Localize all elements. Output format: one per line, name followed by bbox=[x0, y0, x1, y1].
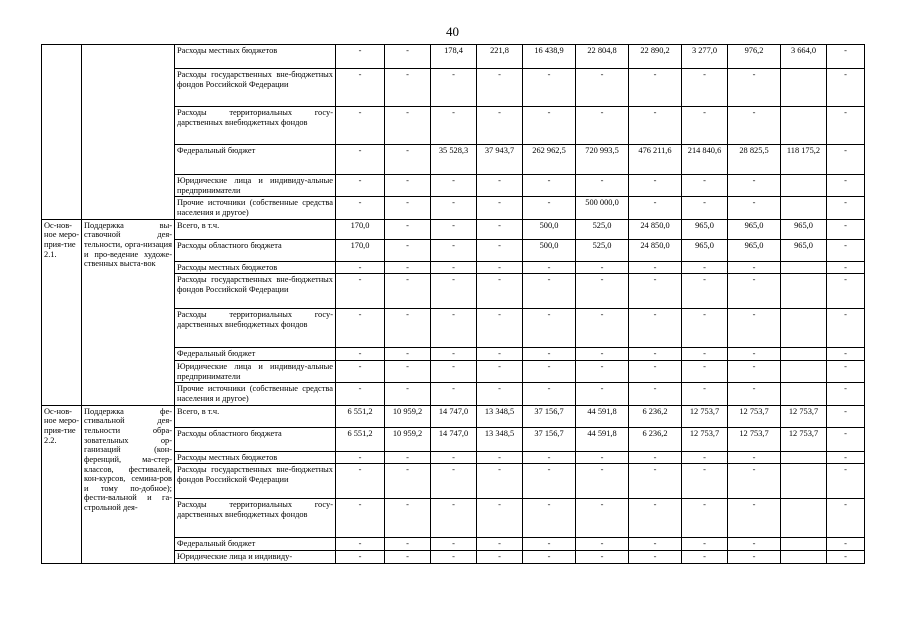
value-cell: 6 236,2 bbox=[629, 405, 682, 427]
value-cell: 178,4 bbox=[431, 45, 477, 69]
value-cell: - bbox=[682, 197, 728, 219]
value-cell: - bbox=[477, 107, 523, 145]
funding-source-cell: Расходы областного бюджета bbox=[175, 239, 336, 261]
table-row bbox=[42, 219, 865, 239]
value-cell: - bbox=[385, 550, 431, 563]
value-cell: - bbox=[827, 45, 865, 69]
value-cell bbox=[781, 107, 827, 145]
value-cell: - bbox=[728, 69, 781, 107]
value-cell: - bbox=[728, 538, 781, 551]
value-cell: 24 850,0 bbox=[629, 239, 682, 261]
value-cell: 3 277,0 bbox=[682, 45, 728, 69]
value-cell: 6 551,2 bbox=[336, 405, 385, 427]
value-cell: - bbox=[385, 383, 431, 405]
value-cell: 37 943,7 bbox=[477, 145, 523, 175]
value-cell: 22 890,2 bbox=[629, 45, 682, 69]
value-cell: 720 993,5 bbox=[576, 145, 629, 175]
value-cell: - bbox=[827, 451, 865, 464]
value-cell: - bbox=[576, 309, 629, 348]
value-cell: 965,0 bbox=[728, 219, 781, 239]
value-cell: - bbox=[477, 360, 523, 382]
value-cell: - bbox=[477, 219, 523, 239]
value-cell: - bbox=[827, 239, 865, 261]
funding-source-cell: Расходы государственных вне-бюджетных фондов Российской Федерации bbox=[175, 464, 336, 499]
value-cell: - bbox=[523, 309, 576, 348]
value-cell bbox=[781, 197, 827, 219]
value-cell: 965,0 bbox=[781, 239, 827, 261]
event-name-cell: Поддержка фе-стивальной дея-тельности обра-зовательных ор-ганизаций (кон-ференций, ма-стер-классов, фестивалей, кон-курсов, семина-ров и тому по-добное); фести-вальной и га-строльной дея- bbox=[82, 405, 175, 563]
value-cell: - bbox=[477, 261, 523, 274]
value-cell: - bbox=[523, 107, 576, 145]
value-cell bbox=[781, 175, 827, 197]
value-cell: 37 156,7 bbox=[523, 427, 576, 451]
value-cell bbox=[781, 348, 827, 361]
value-cell: - bbox=[682, 348, 728, 361]
value-cell: - bbox=[336, 197, 385, 219]
value-cell: 28 825,5 bbox=[728, 145, 781, 175]
value-cell: - bbox=[523, 538, 576, 551]
funding-source-cell: Расходы областного бюджета bbox=[175, 427, 336, 451]
value-cell: 13 348,5 bbox=[477, 427, 523, 451]
value-cell: 37 156,7 bbox=[523, 405, 576, 427]
value-cell: - bbox=[523, 451, 576, 464]
value-cell: - bbox=[523, 550, 576, 563]
value-cell: - bbox=[728, 451, 781, 464]
value-cell bbox=[781, 274, 827, 309]
value-cell: - bbox=[576, 464, 629, 499]
value-cell: - bbox=[336, 274, 385, 309]
event-id-cell bbox=[42, 45, 82, 220]
value-cell: 965,0 bbox=[781, 219, 827, 239]
value-cell: - bbox=[827, 197, 865, 219]
value-cell: 525,0 bbox=[576, 239, 629, 261]
value-cell: - bbox=[576, 107, 629, 145]
value-cell: 10 959,2 bbox=[385, 405, 431, 427]
funding-source-cell: Расходы территориальных госу-дарственных внебюджетных фондов bbox=[175, 107, 336, 145]
value-cell: - bbox=[431, 499, 477, 538]
value-cell: - bbox=[385, 45, 431, 69]
value-cell: - bbox=[336, 261, 385, 274]
value-cell: - bbox=[827, 145, 865, 175]
value-cell: 24 850,0 bbox=[629, 219, 682, 239]
value-cell: - bbox=[385, 261, 431, 274]
value-cell: 6 551,2 bbox=[336, 427, 385, 451]
value-cell: - bbox=[682, 550, 728, 563]
value-cell: - bbox=[431, 69, 477, 107]
value-cell: - bbox=[431, 197, 477, 219]
value-cell: - bbox=[827, 538, 865, 551]
event-name-cell bbox=[82, 45, 175, 220]
table-row bbox=[42, 45, 865, 69]
value-cell: - bbox=[629, 197, 682, 219]
value-cell: - bbox=[827, 107, 865, 145]
funding-source-cell: Расходы местных бюджетов bbox=[175, 45, 336, 69]
value-cell: - bbox=[336, 145, 385, 175]
value-cell: - bbox=[336, 107, 385, 145]
value-cell: - bbox=[576, 274, 629, 309]
value-cell: 10 959,2 bbox=[385, 427, 431, 451]
event-id-cell: Ос-нов-ное меро-прия-тие 2.2. bbox=[42, 405, 82, 563]
value-cell: - bbox=[728, 464, 781, 499]
value-cell: - bbox=[728, 107, 781, 145]
value-cell: - bbox=[728, 274, 781, 309]
value-cell: - bbox=[523, 261, 576, 274]
value-cell: - bbox=[336, 383, 385, 405]
value-cell: - bbox=[827, 405, 865, 427]
value-cell: - bbox=[336, 451, 385, 464]
value-cell: - bbox=[728, 175, 781, 197]
value-cell: - bbox=[827, 219, 865, 239]
funding-source-cell: Всего, в т.ч. bbox=[175, 219, 336, 239]
value-cell: - bbox=[629, 175, 682, 197]
value-cell: - bbox=[431, 239, 477, 261]
value-cell: - bbox=[431, 175, 477, 197]
funding-source-cell: Расходы территориальных госу-дарственных внебюджетных фондов bbox=[175, 499, 336, 538]
value-cell: - bbox=[576, 451, 629, 464]
value-cell bbox=[781, 360, 827, 382]
funding-source-cell: Юридические лица и индивиду- bbox=[175, 550, 336, 563]
value-cell: - bbox=[728, 360, 781, 382]
value-cell: - bbox=[385, 464, 431, 499]
funding-source-cell: Федеральный бюджет bbox=[175, 538, 336, 551]
value-cell: - bbox=[682, 538, 728, 551]
value-cell: - bbox=[827, 261, 865, 274]
value-cell: - bbox=[385, 360, 431, 382]
budget-table-body bbox=[42, 45, 865, 564]
value-cell: - bbox=[336, 45, 385, 69]
value-cell: - bbox=[827, 499, 865, 538]
value-cell: - bbox=[431, 261, 477, 274]
value-cell: 12 753,7 bbox=[682, 405, 728, 427]
value-cell: - bbox=[431, 538, 477, 551]
value-cell: - bbox=[728, 383, 781, 405]
funding-source-cell: Федеральный бюджет bbox=[175, 348, 336, 361]
value-cell: - bbox=[336, 175, 385, 197]
value-cell: - bbox=[385, 499, 431, 538]
value-cell: 12 753,7 bbox=[728, 427, 781, 451]
value-cell: - bbox=[629, 464, 682, 499]
value-cell: - bbox=[336, 550, 385, 563]
value-cell: - bbox=[682, 464, 728, 499]
value-cell: 22 804,8 bbox=[576, 45, 629, 69]
value-cell: - bbox=[477, 464, 523, 499]
value-cell bbox=[781, 309, 827, 348]
value-cell: - bbox=[336, 360, 385, 382]
value-cell: - bbox=[385, 451, 431, 464]
value-cell: 12 753,7 bbox=[682, 427, 728, 451]
value-cell: - bbox=[477, 175, 523, 197]
value-cell: - bbox=[431, 451, 477, 464]
value-cell: - bbox=[827, 360, 865, 382]
value-cell: - bbox=[629, 538, 682, 551]
value-cell: - bbox=[682, 107, 728, 145]
value-cell bbox=[781, 451, 827, 464]
funding-source-cell: Прочие источники (собственные средства населения и другое) bbox=[175, 383, 336, 405]
funding-source-cell: Прочие источники (собственные средства населения и другое) bbox=[175, 197, 336, 219]
funding-source-cell: Всего, в т.ч. bbox=[175, 405, 336, 427]
value-cell: - bbox=[477, 309, 523, 348]
value-cell: - bbox=[385, 348, 431, 361]
value-cell: - bbox=[477, 274, 523, 309]
value-cell: 14 747,0 bbox=[431, 427, 477, 451]
value-cell: - bbox=[431, 219, 477, 239]
value-cell: - bbox=[431, 383, 477, 405]
value-cell: - bbox=[629, 274, 682, 309]
value-cell: - bbox=[477, 451, 523, 464]
value-cell: - bbox=[523, 464, 576, 499]
value-cell: - bbox=[682, 175, 728, 197]
event-name-cell: Поддержка вы-ставочной дея-тельности, орга-низация и про-ведение художе-ственных выста-вок bbox=[82, 219, 175, 405]
value-cell: - bbox=[827, 550, 865, 563]
value-cell: - bbox=[431, 348, 477, 361]
value-cell: 965,0 bbox=[682, 239, 728, 261]
value-cell: - bbox=[523, 499, 576, 538]
value-cell bbox=[781, 538, 827, 551]
value-cell: - bbox=[827, 464, 865, 499]
funding-source-cell: Расходы местных бюджетов bbox=[175, 451, 336, 464]
value-cell: - bbox=[385, 197, 431, 219]
value-cell: - bbox=[431, 309, 477, 348]
value-cell: - bbox=[629, 360, 682, 382]
funding-source-cell: Расходы государственных вне-бюджетных фондов Российской Федерации bbox=[175, 274, 336, 309]
value-cell: - bbox=[523, 197, 576, 219]
value-cell: - bbox=[385, 107, 431, 145]
value-cell: - bbox=[629, 309, 682, 348]
value-cell: - bbox=[431, 274, 477, 309]
value-cell: - bbox=[477, 348, 523, 361]
value-cell: - bbox=[385, 145, 431, 175]
value-cell: - bbox=[682, 274, 728, 309]
value-cell: - bbox=[576, 69, 629, 107]
funding-source-cell: Федеральный бюджет bbox=[175, 145, 336, 175]
page-number: 40 bbox=[446, 24, 459, 39]
value-cell: - bbox=[827, 274, 865, 309]
funding-source-cell: Расходы местных бюджетов bbox=[175, 261, 336, 274]
value-cell: 16 438,9 bbox=[523, 45, 576, 69]
value-cell: 6 236,2 bbox=[629, 427, 682, 451]
value-cell: 12 753,7 bbox=[781, 427, 827, 451]
value-cell: - bbox=[576, 499, 629, 538]
value-cell: - bbox=[629, 550, 682, 563]
value-cell: 44 591,8 bbox=[576, 427, 629, 451]
value-cell: - bbox=[477, 550, 523, 563]
value-cell: 262 962,5 bbox=[523, 145, 576, 175]
value-cell: - bbox=[385, 239, 431, 261]
value-cell: - bbox=[431, 550, 477, 563]
value-cell: 500,0 bbox=[523, 219, 576, 239]
value-cell: - bbox=[629, 499, 682, 538]
value-cell: 221,8 bbox=[477, 45, 523, 69]
value-cell: - bbox=[385, 538, 431, 551]
value-cell: - bbox=[336, 69, 385, 107]
value-cell: - bbox=[682, 499, 728, 538]
value-cell: 12 753,7 bbox=[781, 405, 827, 427]
value-cell: - bbox=[477, 499, 523, 538]
event-id-cell: Ос-нов-ное меро-прия-тие 2.1. bbox=[42, 219, 82, 405]
value-cell: - bbox=[576, 383, 629, 405]
value-cell: - bbox=[682, 261, 728, 274]
value-cell: - bbox=[629, 451, 682, 464]
value-cell: - bbox=[477, 69, 523, 107]
value-cell: 12 753,7 bbox=[728, 405, 781, 427]
value-cell: - bbox=[336, 499, 385, 538]
value-cell: - bbox=[523, 360, 576, 382]
value-cell: - bbox=[523, 175, 576, 197]
value-cell bbox=[781, 261, 827, 274]
value-cell bbox=[781, 69, 827, 107]
value-cell: - bbox=[576, 175, 629, 197]
value-cell: 965,0 bbox=[682, 219, 728, 239]
value-cell: - bbox=[385, 175, 431, 197]
value-cell: - bbox=[523, 69, 576, 107]
value-cell: - bbox=[728, 348, 781, 361]
budget-table bbox=[41, 44, 865, 564]
value-cell bbox=[781, 383, 827, 405]
value-cell: - bbox=[576, 538, 629, 551]
value-cell: - bbox=[576, 360, 629, 382]
value-cell: - bbox=[728, 197, 781, 219]
funding-source-cell: Юридические лица и индивиду-альные предприниматели bbox=[175, 360, 336, 382]
value-cell: - bbox=[728, 261, 781, 274]
value-cell: - bbox=[385, 309, 431, 348]
value-cell: - bbox=[477, 197, 523, 219]
value-cell: - bbox=[728, 309, 781, 348]
value-cell: 214 840,6 bbox=[682, 145, 728, 175]
value-cell: - bbox=[629, 69, 682, 107]
value-cell: - bbox=[827, 348, 865, 361]
value-cell: 525,0 bbox=[576, 219, 629, 239]
value-cell: - bbox=[385, 274, 431, 309]
value-cell: 3 664,0 bbox=[781, 45, 827, 69]
funding-source-cell: Расходы территориальных госу-дарственных внебюджетных фондов bbox=[175, 309, 336, 348]
value-cell: - bbox=[682, 383, 728, 405]
value-cell: 118 175,2 bbox=[781, 145, 827, 175]
value-cell: - bbox=[629, 107, 682, 145]
funding-source-cell: Расходы государственных вне-бюджетных фондов Российской Федерации bbox=[175, 69, 336, 107]
value-cell: - bbox=[576, 550, 629, 563]
value-cell: - bbox=[336, 464, 385, 499]
value-cell: - bbox=[523, 274, 576, 309]
value-cell: - bbox=[629, 383, 682, 405]
value-cell: - bbox=[336, 348, 385, 361]
value-cell: 476 211,6 bbox=[629, 145, 682, 175]
value-cell: - bbox=[827, 309, 865, 348]
value-cell: - bbox=[431, 107, 477, 145]
value-cell: 14 747,0 bbox=[431, 405, 477, 427]
value-cell bbox=[781, 550, 827, 563]
value-cell bbox=[781, 499, 827, 538]
value-cell: 170,0 bbox=[336, 219, 385, 239]
value-cell: - bbox=[385, 219, 431, 239]
value-cell: 13 348,5 bbox=[477, 405, 523, 427]
value-cell: 35 528,3 bbox=[431, 145, 477, 175]
value-cell: 500,0 bbox=[523, 239, 576, 261]
value-cell: - bbox=[682, 69, 728, 107]
value-cell: - bbox=[385, 69, 431, 107]
value-cell: - bbox=[431, 360, 477, 382]
funding-source-cell: Юридические лица и индивиду-альные предприниматели bbox=[175, 175, 336, 197]
value-cell: - bbox=[728, 550, 781, 563]
value-cell: - bbox=[523, 348, 576, 361]
value-cell: - bbox=[477, 538, 523, 551]
value-cell: - bbox=[682, 360, 728, 382]
value-cell: - bbox=[827, 383, 865, 405]
value-cell: - bbox=[682, 309, 728, 348]
value-cell: 965,0 bbox=[728, 239, 781, 261]
value-cell: 44 591,8 bbox=[576, 405, 629, 427]
value-cell: - bbox=[576, 348, 629, 361]
value-cell: - bbox=[629, 348, 682, 361]
value-cell: - bbox=[827, 69, 865, 107]
value-cell: 170,0 bbox=[336, 239, 385, 261]
value-cell: - bbox=[431, 464, 477, 499]
table-row bbox=[42, 405, 865, 427]
value-cell: - bbox=[336, 538, 385, 551]
value-cell: - bbox=[827, 427, 865, 451]
value-cell: 976,2 bbox=[728, 45, 781, 69]
value-cell: 500 000,0 bbox=[576, 197, 629, 219]
value-cell: - bbox=[682, 451, 728, 464]
value-cell: - bbox=[477, 383, 523, 405]
value-cell: - bbox=[827, 175, 865, 197]
value-cell: - bbox=[523, 383, 576, 405]
value-cell: - bbox=[576, 261, 629, 274]
value-cell: - bbox=[336, 309, 385, 348]
value-cell: - bbox=[477, 239, 523, 261]
value-cell: - bbox=[728, 499, 781, 538]
value-cell bbox=[781, 464, 827, 499]
value-cell: - bbox=[629, 261, 682, 274]
